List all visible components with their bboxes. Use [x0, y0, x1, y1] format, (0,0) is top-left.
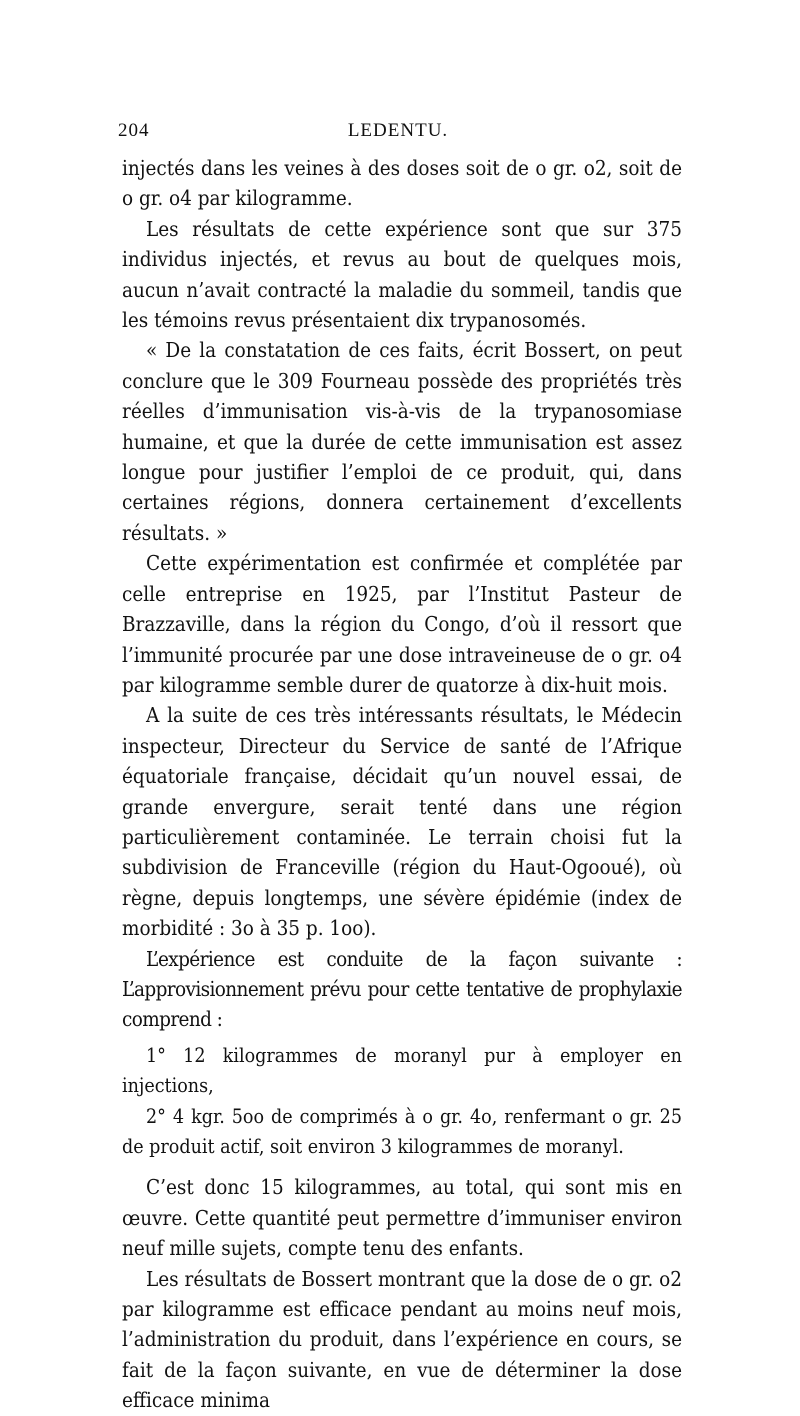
paragraph-procedure: L’expérience est conduite de la façon suivante : L’approvisionnement prévu pour cette tentative de prophylaxie comprend :: [122, 946, 682, 1032]
paragraph-quotation: « De la constatation de ces faits, écrit Bossert, on peut conclure que le 309 Fourneau possède des propriétés très réelles d’immunisation vis-à-vis de la trypanosomiase humaine, et que la durée de cette immunisation est assez longue pour justifier l’emploi de ce produit, qui, dans certaines régions, donnera certainement d’excellents résultats. »: [122, 338, 682, 545]
body-text: [122, 153, 682, 1416]
supply-list: [122, 1035, 682, 1173]
paragraph-dosage: Les résultats de Bossert montrant que la dose de o gr. o2 par kilogramme est efficace pendant au moins neuf mois, l’administration du produit, dans l’expérience en cours, se fait de la façon suivante, en vue de déterminer la dose efficace minima: [122, 1266, 682, 1413]
page-header: [118, 116, 678, 146]
running-head: LEDENTU.: [347, 120, 449, 141]
paragraph-franceville: A la suite de ces très intéressants résultats, le Médecin inspecteur, Directeur du Service de santé de l’Afrique équatoriale française, décidait qu’un nouvel essai, de grande envergure, serait tenté dans une région particulièrement contaminée. Le terrain choisi fut la subdivision de Franceville (région du Haut-Ogooué), où règne, depuis longtemps, une sévère épidémie (index de morbidité : 3o à 35 p. 1oo).: [122, 703, 682, 941]
list-item: 1° 12 kilogrammes de moranyl pur à employer en injections,: [122, 1043, 682, 1098]
paragraph-continuation: injectés dans les veines à des doses soit de o gr. o2, soit de o gr. o4 par kilogramme.: [122, 156, 682, 211]
page-number: 204: [118, 120, 150, 141]
paragraph-total: C’est donc 15 kilogrammes, au total, qui sont mis en œuvre. Cette quantité peut permettre d’immuniser environ neuf mille sujets, compte tenu des enfants.: [122, 1175, 682, 1261]
paragraph-results: Les résultats de cette expérience sont que sur 375 individus injectés, et revus au bout de quelques mois, aucun n’avait contracté la maladie du sommeil, tandis que les témoins revus présentaient dix trypanosomés.: [122, 216, 682, 333]
list-item: 2° 4 kgr. 5oo de comprimés à o gr. 4o, renfermant o gr. 25 de produit actif, soit environ 3 kilogrammes de moranyl.: [122, 1104, 682, 1158]
paragraph-confirmation: Cette expérimentation est confirmée et complétée par celle entreprise en 1925, par l’Institut Pasteur de Brazzaville, dans la région du Congo, d’où il ressort que l’immunité procurée par une dose intraveineuse de o gr. o4 par kilogramme semble durer de quatorze à dix-huit mois.: [122, 551, 682, 697]
